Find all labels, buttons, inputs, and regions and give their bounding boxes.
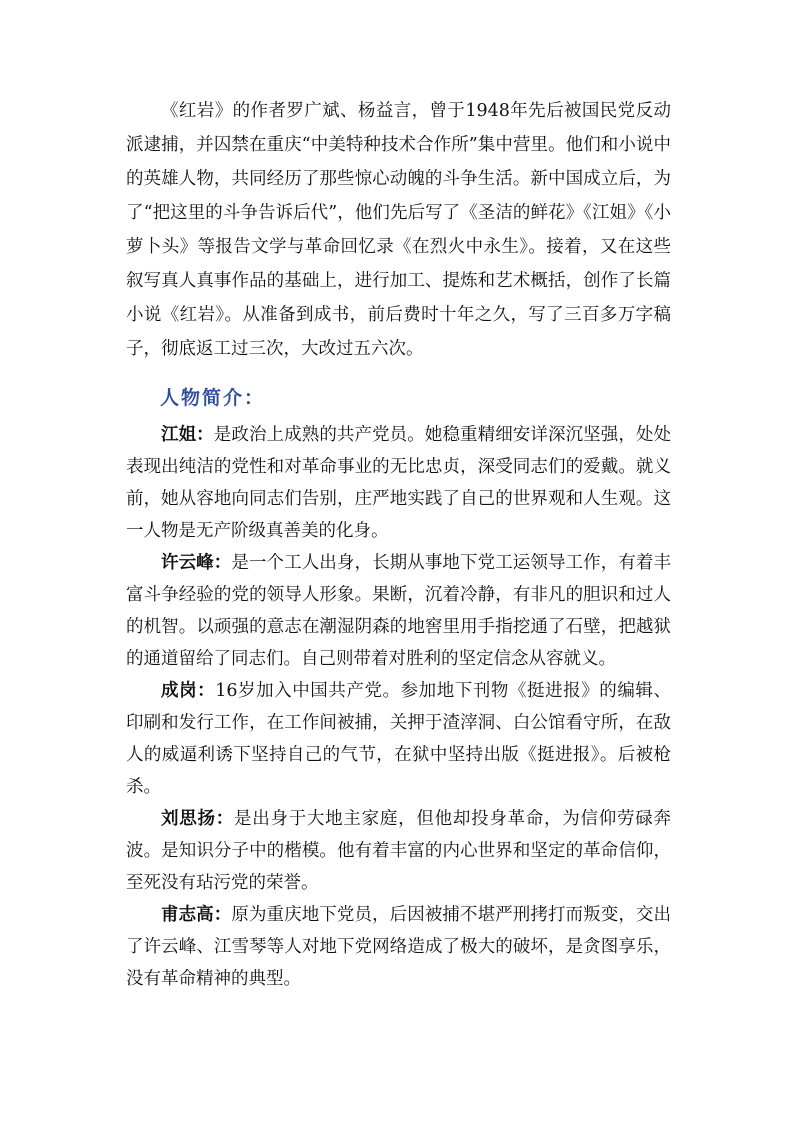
profile-text: 是出身于大地主家庭，但他却投身革命，为信仰劳碌奔波。是知识分子中的楷模。他有着丰富的内心世界和坚定的革命信仰，至死没有玷污党的荣誉。 <box>126 809 672 893</box>
profile-text: 原为重庆地下党员，后因被捕不堪严刑拷打而叛变，交出了许云峰、江雪琴等人对地下党网络造成了极大的破坏，是贪图享乐，没有革命精神的典型。 <box>126 905 672 989</box>
profile-name: 江姐： <box>161 425 214 445</box>
profile-jiang-jie <box>126 419 671 547</box>
profile-fu-zhigao <box>126 899 671 995</box>
profile-text: 是政治上成熟的共产党员。她稳重精细安详深沉坚强，处处表现出纯洁的党性和对革命事业的无比忠贞，深受同志们的爱戴。就义前，她从容地向同志们告别，庄严地实践了自己的世界观和人生观。这一人物是无产阶级真善美的化身。 <box>126 425 672 541</box>
character-profiles <box>126 419 671 995</box>
profile-name: 许云峰： <box>161 553 232 573</box>
section-heading: 人物简介： <box>160 387 266 409</box>
profile-name: 刘思扬： <box>161 809 234 829</box>
profile-cheng-gang <box>126 675 671 803</box>
profile-text: 16岁加入中国共产党。参加地下刊物《挺进报》的编辑、印刷和发行工作，在工作间被捕，关押于渣滓洞、白公馆看守所，在敌人的威逼利诱下坚持自己的气节，在狱中坚持出版《挺进报》。后被枪杀。 <box>126 681 671 797</box>
profile-text: 是一个工人出身，长期从事地下党工运领导工作，有着丰富斗争经验的党的领导人形象。果断，沉着冷静，有非凡的胆识和过人的机智。以顽强的意志在潮湿阴森的地窖里用手指挖通了石壁，把越狱的通道留给了同志们。自己则带着对胜利的坚定信念从容就义。 <box>126 553 672 669</box>
intro-paragraph: 《红岩》的作者罗广斌、杨益言，曾于1948年先后被国民党反动派逮捕，并囚禁在重庆“中美特种技术合作所”集中营里。他们和小说中的英雄人物，共同经历了那些惊心动魄的斗争生活。新中国成立后，为了“把这里的斗争告诉后代”，他们先后写了《圣洁的鲜花》《江姐》《小萝卜头》等报告文学与革命回忆录《在烈火中永生》。接着，又在这些叙写真人真事作品的基础上，进行加工、提炼和艺术概括，创作了长篇小说《红岩》。从准备到成书，前后费时十年之久，写了三百多万字稿子，彻底返工过三次，大改过五六次。 <box>126 101 671 359</box>
profile-name: 甫志高： <box>161 905 232 925</box>
profile-name: 成岗： <box>161 681 216 701</box>
profile-xu-yunfeng <box>126 547 671 675</box>
profile-liu-siyang <box>126 803 671 899</box>
